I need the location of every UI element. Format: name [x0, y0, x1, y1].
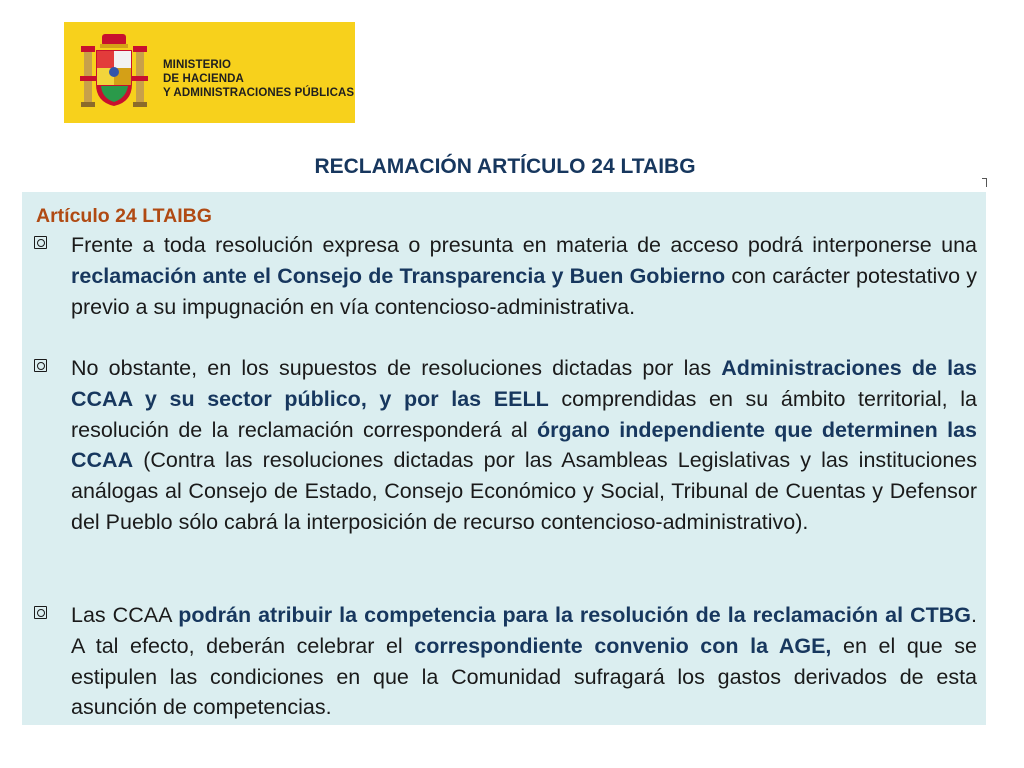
checkbox-bullet-icon [34, 606, 47, 619]
ministry-line-3: Y ADMINISTRACIONES PÚBLICAS [163, 87, 355, 99]
bullet-3-highlight-2: correspondiente convenio con la AGE, [414, 633, 832, 658]
bullet-1-part-1: Frente a toda resolución expresa o presunta en materia de acceso podrá interponerse una [71, 233, 977, 257]
bullet-2-marker [34, 359, 47, 376]
bullet-3-part-2: . A tal efecto, deberán celebrar el [71, 603, 977, 658]
bullet-2-part-2: comprendidas en su ámbito territorial, la resolución de la reclamación corresponderá al [71, 386, 977, 442]
coat-of-arms-icon [78, 32, 150, 114]
bullet-1-highlight-1: reclamación ante el Consejo de Transparencia y Buen Gobierno [71, 263, 726, 288]
bullet-3-highlight-1: podrán atribuir la competencia para la resolución de la reclamación al CTBG [178, 603, 972, 627]
page-title: RECLAMACIÓN ARTÍCULO 24 LTAIBG [314, 155, 696, 178]
bullet-1-text [71, 230, 977, 322]
ministry-line-1: MINISTERIO [163, 59, 232, 71]
checkbox-bullet-icon [34, 236, 47, 249]
bullet-3-marker [34, 606, 47, 623]
bullet-2-part-1: No obstante, en los supuestos de resoluciones dictadas por las [71, 356, 722, 380]
bullet-3-part-3: en el que se estipulen las condiciones en que la Comunidad sufragará los gastos derivados de esta asunción de competencias. [71, 633, 978, 720]
bullet-2-text [71, 353, 977, 538]
bullet-2-highlight-2: órgano independiente que determinen las CCAA [71, 417, 977, 473]
bullet-1-marker [34, 236, 47, 253]
ministry-logo [64, 22, 355, 123]
bullet-2-highlight-1: Administraciones de las CCAA y su sector público, y por las EELL [71, 356, 978, 411]
corner-mark [982, 178, 987, 187]
bullet-3-part-1: Las CCAA [71, 603, 179, 627]
bullet-2-part-3: (Contra las resoluciones dictadas por las Asambleas Legislativas y las instituciones análogas al Consejo de Estado, Consejo Económico y Social, Tribunal de Cuentas y Defensor del Pueblo sólo cabrá la interposición de recurso contencioso-administrativo). [71, 448, 977, 534]
ministry-name [163, 58, 354, 100]
ministry-line-2: DE HACIENDA [163, 73, 244, 85]
panel-heading: Artículo 24 LTAIBG [36, 205, 212, 227]
bullet-3-text [71, 600, 977, 723]
checkbox-bullet-icon [34, 359, 47, 372]
bullet-1-part-2: con carácter potestativo y previo a su impugnación en vía contencioso-administrativa. [71, 263, 977, 319]
